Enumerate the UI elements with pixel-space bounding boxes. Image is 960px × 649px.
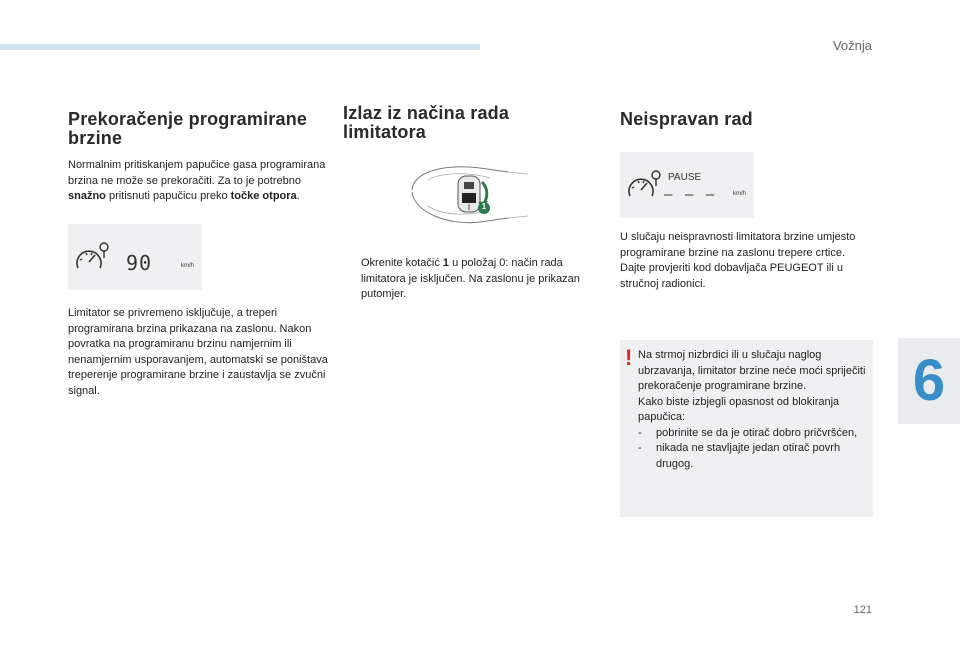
warning-box [620, 340, 873, 517]
paragraph-limiter-suspended: Limitator se privremeno isključuje, a treperi programirana brzina prikazana na zaslonu. Nakon povratka na programiranu brzinu namjernim ili nenamjernim usporavanjem, automatski se poništava treperenje programirane brzine i zaustavlja se zvučni signal. [68, 307, 328, 397]
column-exit-limiter [343, 104, 605, 142]
steering-wheel-control-illustration [408, 160, 533, 230]
paragraph-malfunction-dashes: U slučaju neispravnosti limitatora brzine umjesto programirane brzine na zaslonu trepere crtice. [620, 231, 856, 259]
column-malfunction [620, 110, 874, 129]
step-bullet-icon [343, 256, 361, 303]
warning-item-1: - pobrinite se da je otirač dobro pričvršćen, [638, 426, 858, 439]
column-speed-exceed [68, 110, 330, 205]
speed-display-90 [68, 224, 202, 290]
paragraph-malfunction-service: Dajte provjeriti kod dobavljača PEUGEOT ili u stručnoj radionici. [620, 262, 843, 290]
column-speed-exceed-lower [68, 306, 330, 399]
display-dashes: – – – [664, 187, 717, 203]
exit-limiter-step [343, 256, 605, 303]
paragraph-exceed-intro: Normalnim pritiskanjem papučice gasa programirana brzina ne može se prekoračiti. Za to je potrebno snažno pritisnuti papučicu preko točke otpora. [68, 159, 326, 202]
heading-exit-limiter: Izlaz iz načina rada limitatora [343, 103, 510, 142]
display-speed-value: 90 [126, 251, 153, 275]
heading-speed-exceed: Prekoračenje programirane brzine [68, 109, 308, 148]
chapter-tab: 6 [898, 338, 960, 424]
malfunction-text [620, 230, 874, 292]
header-accent-bar [0, 44, 480, 50]
display-unit-pause: km/h [733, 191, 747, 197]
display-pause-label: PAUSE [668, 172, 702, 183]
steering-wheel-icon [408, 160, 533, 230]
display-unit: km/h [181, 263, 195, 269]
callout-1: 1 [481, 202, 487, 211]
section-title: Vožnja [832, 38, 872, 53]
speed-display-pause [620, 152, 754, 218]
page-number: 121 [853, 604, 872, 616]
warning-icon: ! [625, 345, 633, 370]
heading-malfunction: Neispravan rad [620, 109, 753, 129]
warning-item-2: - nikada ne stavljajte jedan otirač povrh drugog. [638, 442, 841, 470]
step-turn-wheel: Okrenite kotačić 1 u položaj 0: način rada limitatora je isključen. Na zaslonu je prikazan putomjer. [343, 256, 605, 303]
warning-text: Na strmoj nizbrdici ili u slučaju naglog ubrzavanja, limitator brzine neće moći spriječiti prekoračenje programirane brzine. Kako biste izbjegli opasnost od blokiranja papučica: - pobrinite se da je otirač dobro pričvršćen, - nikada ne stavljajte jedan otirač povrh drugog. [638, 348, 870, 472]
speedometer-limit-icon-pause [620, 152, 754, 218]
